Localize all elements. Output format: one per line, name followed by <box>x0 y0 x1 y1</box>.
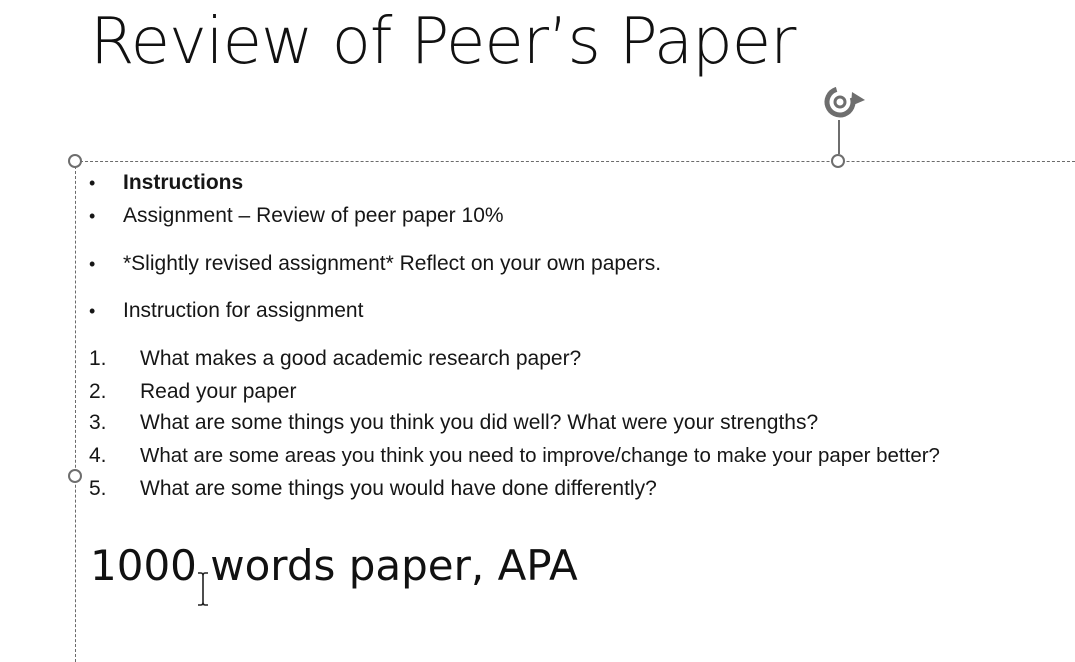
item-text: What are some things you would have done differently? <box>140 477 657 500</box>
slide-title[interactable]: Review of Peer’s Paper <box>90 5 796 79</box>
bullet-text: Instructions <box>123 171 244 194</box>
rotate-handle-stem <box>838 120 840 154</box>
bullet-text: Instruction for assignment <box>123 299 364 322</box>
item-number: 2. <box>89 380 107 403</box>
item-number: 4. <box>89 444 107 467</box>
item-number: 5. <box>89 477 107 500</box>
footer-text[interactable]: 1000 words paper, APA <box>90 541 578 590</box>
text-cursor-icon <box>196 572 210 606</box>
item-text: What makes a good academic research paper? <box>140 347 582 370</box>
item-number: 3. <box>89 411 107 434</box>
bullet-text: *Slightly revised assignment* Reflect on your own papers. <box>123 252 662 275</box>
bullet-text: Assignment – Review of peer paper 10% <box>123 204 504 227</box>
bullet-glyph: • <box>89 206 96 226</box>
bullet-glyph: • <box>89 301 96 321</box>
item-text: What are some things you think you did well? What were your strengths? <box>140 411 819 434</box>
item-number: 1. <box>89 347 107 370</box>
resize-handle-top-center[interactable] <box>831 154 845 168</box>
placeholder-frame-top <box>75 161 1075 162</box>
resize-handle-top-left[interactable] <box>68 154 82 168</box>
item-text: What are some areas you think you need to improve/change to make your paper better? <box>140 444 940 467</box>
resize-handle-middle-left[interactable] <box>68 469 82 483</box>
bullet-glyph: • <box>89 173 96 193</box>
bullet-glyph: • <box>89 254 96 274</box>
rotate-icon[interactable] <box>818 82 868 122</box>
placeholder-frame-left <box>75 161 76 662</box>
item-text: Read your paper <box>140 380 297 403</box>
